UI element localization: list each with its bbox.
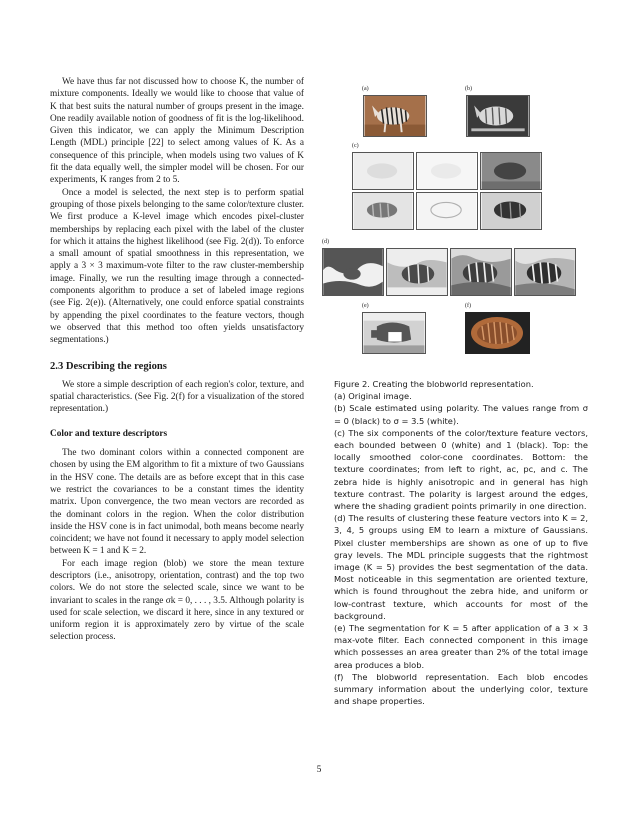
subsection-heading: Color and texture descriptors <box>50 428 168 439</box>
page-number: 5 <box>316 765 322 775</box>
cluster-k2 <box>322 248 384 296</box>
scale-polarity-image <box>467 96 529 136</box>
caption-e: (e) The segmentation for K = 5 after application of a 3 × 3 max-vote filter. Each connected component in this image which possesses an area greater than 2% of the total image area produces a blob. <box>334 623 588 670</box>
paragraph-spatial-grouping: Once a model is selected, the next step is to perform spatial grouping of those pixels belonging to the same color/texture cluster. We first produce a K-level image which encodes pixel-cluster memberships by replacing each pixel with the label of the cluster for which it attains the highest likelihood (see Fig. 2(d)). To enforce a small amount of spatial smoothness in this representation, we apply a 3 × 3 maximum-vote filter to the raw cluster-membership image. Finally, we run the resulting image through a connected-components algorithm to produce a set of labeled image regions (see Fig. 2(e)). (Alternatively, one could enforce spatial constraints by appending the pixel coordinates to the feature vectors, though we observed that this method too often yields unsatisfactory segmentations.) <box>50 187 304 346</box>
component-texture-c <box>480 192 542 230</box>
left-column-text <box>50 76 304 644</box>
paragraph-model-selection: We have thus far not discussed how to choose K, the number of mixture components. Ideally we would like to choose that value of K that best suits the natural number of groups present in the image. One readily available notion of goodness of fit is the log-likelihood. Given this indicator, we can apply the Minimum Description Length (MDL) principle [22] to select among values of K. As a consequence of this principle, when models using two values of K fit the data equally well, the simpler model will be chosen. For our experiments, K ranges from 2 to 5. <box>50 77 304 186</box>
section-heading: 2.3 Describing the regions <box>50 360 167 372</box>
caption-d: (d) The results of clustering these feature vectors into K = 2, 3, 4, 5 groups using EM to learn a mixture of Gaussians. Pixel cluster memberships are shown as one of up to five gray levels. The MDL principle suggests that the rightmost image (K = 5) provides the best segmentation of the data. Most noticeable in this segmentation are oriented texture, which is found throughout the zebra hide, and uniform or low-contrast texture, which accounts for most of the background. <box>334 513 588 621</box>
cluster-k3 <box>386 248 448 296</box>
cluster-k4 <box>450 248 512 296</box>
paragraph-blob-descriptors: For each image region (blob) we store the mean texture descriptors (i.e., anisotropy, orientation, contrast) and the top two colors. We do not store the selected scale, since we want to be invariant to scales in the range σk = 0, . . . , 3.5. Although polarity is used for scale selection, we discard it here, since in any textured or uniform region it is approximately zero by virtue of the scale selection process. <box>50 558 304 643</box>
label-a: (a) <box>362 86 369 92</box>
component-color-2 <box>416 152 478 190</box>
component-texture-pc <box>416 192 478 230</box>
component-color-3 <box>480 152 542 190</box>
component-color-1 <box>352 152 414 190</box>
label-d: (d) <box>322 239 329 245</box>
panel-f-blobworld <box>465 312 530 354</box>
blobworld-representation <box>465 312 530 354</box>
component-texture-ac <box>352 192 414 230</box>
caption-f: (f) The blobworld representation. Each blob encodes summary information about the underlying color, texture and shape properties. <box>334 671 588 707</box>
caption-a: (a) Original image. <box>334 391 412 402</box>
panel-b-scale-image <box>466 95 530 137</box>
label-c: (c) <box>352 143 359 149</box>
panel-e-segmentation <box>362 312 426 354</box>
caption-title: Figure 2. Creating the blobworld representation. <box>334 379 534 389</box>
cluster-k5 <box>514 248 576 296</box>
segmentation-image <box>363 313 425 353</box>
figure-caption <box>334 378 588 707</box>
paragraph-describing-regions: We store a simple description of each region's color, texture, and spatial characteristics. (See Fig. 2(f) for a visualization of the stored representation.) <box>50 379 304 415</box>
caption-c: (c) The six components of the color/texture feature vectors, each bounded between 0 (white) and 1 (black). Top: the locally smoothed color-cone coordinates. Bottom: the texture coordinates; from left to right, ac, pc, and c. The zebra hide is highly anisotropic and in general has high texture contrast. The polarity is largest around the edges, where the shading gradient points primarily in one direction. <box>334 427 588 512</box>
label-e: (e) <box>362 303 369 309</box>
caption-b: (b) Scale estimated using polarity. The values range from σ = 0 (black) to σ = 3.5 (white). <box>334 403 588 426</box>
paragraph-dominant-colors: The two dominant colors within a connected component are chosen by using the EM algorithm to fit a mixture of two Gaussians in the HSV cone. The details are as before except that in this case we restrict the covariances to be a constant times the identity matrix. Upon convergence, the two mean vectors are recorded as the dominant colors in the region. When the color distribution inside the HSV cone is in fact unimodal, both means become nearly coincident; we have not found it necessary to apply model selection between K = 1 and K = 2. <box>50 448 304 557</box>
label-f: (f) <box>465 303 471 309</box>
panel-a-original-image <box>363 95 427 137</box>
zebra-original-image <box>364 96 426 136</box>
label-b: (b) <box>465 86 472 92</box>
